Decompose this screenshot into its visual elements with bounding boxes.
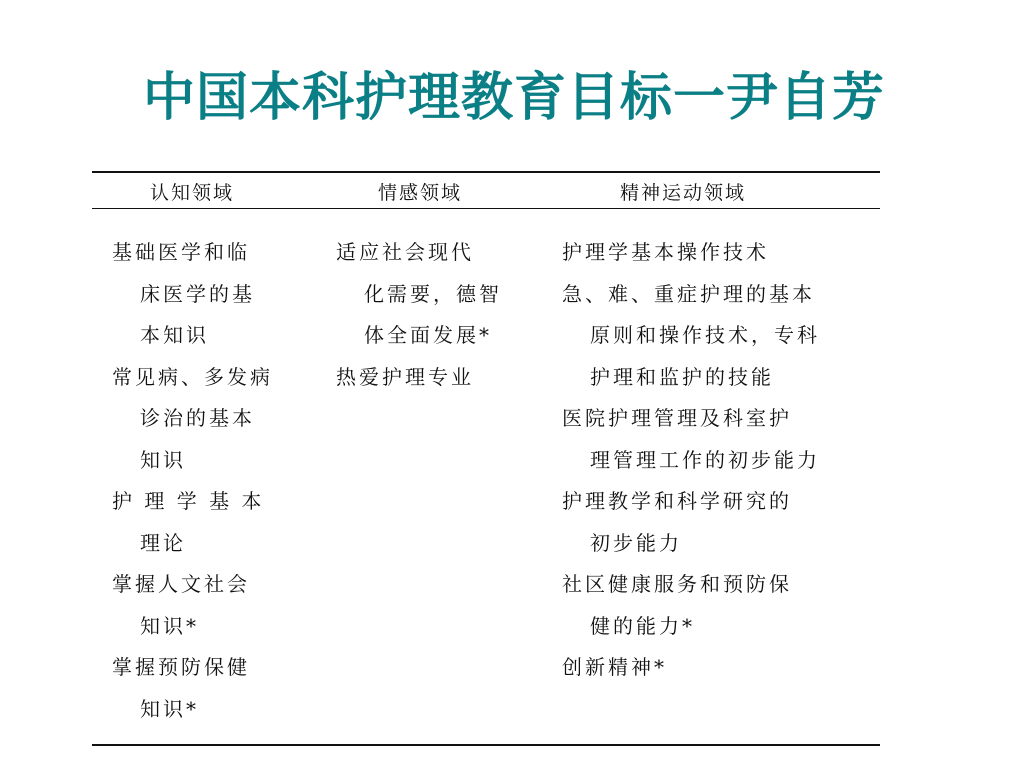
psychomotor-line: 医院护理管理及科室护 — [562, 406, 792, 430]
header-psychomotor: 精神运动领域 — [620, 182, 747, 204]
header-cognitive: 认知领域 — [150, 182, 235, 204]
psychomotor-line: 初步能力 — [590, 530, 682, 555]
header-affective: 情感领域 — [378, 182, 463, 204]
psychomotor-column — [562, 232, 872, 689]
table-bottom-rule — [92, 744, 880, 746]
psychomotor-line: 原则和操作技术，专科 — [590, 323, 820, 347]
psychomotor-line: 社区健康服务和预防保 — [562, 572, 792, 596]
psychomotor-line: 护理学基本操作技术 — [562, 240, 769, 264]
psychomotor-line: 健的能力* — [590, 613, 695, 638]
cognitive-line: 掌握预防保健 — [112, 655, 250, 679]
psychomotor-line: 理管理工作的初步能力 — [590, 447, 820, 472]
psychomotor-line: 急、难、重症护理的基本 — [562, 281, 815, 306]
cognitive-line: 理论 — [140, 530, 186, 555]
cognitive-line: 本知识 — [140, 323, 209, 347]
table-header-rule — [92, 208, 880, 209]
cognitive-line: 掌握人文社会 — [112, 572, 250, 596]
cognitive-line: 诊治的基本 — [140, 406, 255, 430]
cognitive-line: 护 理 学 基 本 — [112, 489, 265, 513]
cognitive-line: 知识 — [140, 447, 186, 472]
affective-column — [336, 232, 536, 398]
affective-line: 体全面发展* — [364, 323, 492, 347]
affective-line: 热爱护理专业 — [336, 364, 474, 389]
psychomotor-line: 护理和监护的技能 — [590, 364, 774, 389]
cognitive-line: 常见病、多发病 — [112, 364, 273, 389]
psychomotor-line: 护理教学和科学研究的 — [562, 489, 792, 513]
cognitive-column — [112, 232, 312, 730]
cognitive-line: 床医学的基 — [140, 281, 255, 306]
psychomotor-line: 创新精神* — [562, 655, 667, 679]
table-top-rule — [92, 171, 880, 173]
cognitive-line: 知识* — [140, 696, 199, 721]
affective-line: 化需要，德智 — [364, 281, 502, 306]
slide-title: 中国本科护理教育目标一尹自芳 — [143, 68, 886, 128]
cognitive-line: 知识* — [140, 613, 199, 638]
affective-line: 适应社会现代 — [336, 240, 474, 264]
cognitive-line: 基础医学和临 — [112, 240, 250, 264]
